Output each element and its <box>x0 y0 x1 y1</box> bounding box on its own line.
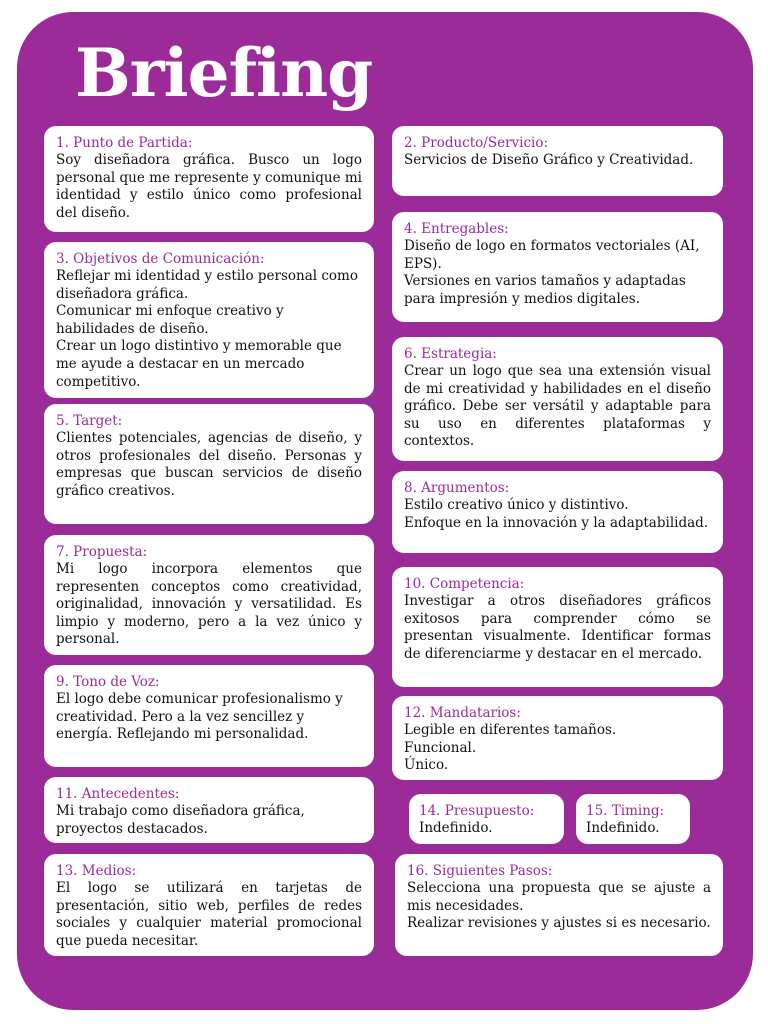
card-heading: 15. Timing: <box>586 803 665 819</box>
card-body: Crear un logo que sea una extensión visual de mi creatividad y habilidades en el diseño gráfico. Debe ser versátil y adaptable para su uso en diferentes plataformas y contextos. <box>404 363 711 450</box>
card-line: Único. <box>404 757 449 774</box>
card-heading: 4. Entregables: <box>404 221 509 237</box>
card-competencia <box>392 567 723 687</box>
card-propuesta <box>44 535 374 655</box>
card-heading: 10. Competencia: <box>404 576 525 592</box>
card-entregables <box>392 212 723 322</box>
card-body: Clientes potenciales, agencias de diseño, y otros profesionales del diseño. Personas y empresas que buscan servicios de diseño gráfico creativos. <box>56 430 362 499</box>
card-argumentos <box>392 471 723 553</box>
card-line: Selecciona una propuesta que se ajuste a mis necesidades. <box>407 880 711 914</box>
card-heading: 1. Punto de Partida: <box>56 135 193 151</box>
card-heading: 5. Target: <box>56 413 123 429</box>
card-line: Realizar revisiones y ajustes si es necesario. <box>407 915 711 932</box>
card-body: El logo debe comunicar profesionalismo y creatividad. Pero a la vez sencillez y energía. Reflejando mi personalidad. <box>56 691 343 743</box>
card-line: Estilo creativo único y distintivo. <box>404 497 629 513</box>
card-body: Mi trabajo como diseñadora gráfica, proyectos destacados. <box>56 803 305 837</box>
card-line: Funcional. <box>404 739 477 756</box>
card-line: Versiones en varios tamaños y adaptadas para impresión y medios digitales. <box>404 273 686 307</box>
card-body: Indefinido. <box>586 820 660 836</box>
card-line: Comunicar mi enfoque creativo y habilidades de diseño. <box>56 303 284 337</box>
card-heading: 11. Antecedentes: <box>56 786 180 802</box>
card-heading: 9. Tono de Voz: <box>56 674 160 690</box>
card-heading: 7. Propuesta: <box>56 544 148 560</box>
card-producto-servicio <box>392 126 723 196</box>
card-medios <box>44 854 374 956</box>
card-body: El logo se utilizará en tarjetas de presentación, sitio web, perfiles de redes sociales y cualquier material promocional que pueda necesitar. <box>56 880 362 949</box>
card-line: Legible en diferentes tamaños. <box>404 722 617 738</box>
card-mandatarios <box>392 696 723 780</box>
card-line: Reflejar mi identidad y estilo personal como diseñadora gráfica. <box>56 268 358 302</box>
card-objetivos-de-comunicacion <box>44 242 374 398</box>
card-heading: 16. Siguientes Pasos: <box>407 863 553 879</box>
card-body: Soy diseñadora gráfica. Busco un logo personal que me represente y comunique mi identidad y estilo único como profesional del diseño. <box>56 152 362 221</box>
card-antecedentes <box>44 777 374 843</box>
card-target <box>44 404 374 524</box>
card-heading: 13. Medios: <box>56 863 137 879</box>
card-heading: 6. Estrategia: <box>404 346 497 362</box>
card-body: Servicios de Diseño Gráfico y Creatividad. <box>404 152 694 168</box>
card-body: Mi logo incorpora elementos que representen conceptos como creatividad, originalidad, innovación y versatilidad. Es limpio y moderno, pero a la vez único y personal. <box>56 561 362 648</box>
card-heading: 3. Objetivos de Comunicación: <box>56 251 265 267</box>
card-heading: 14. Presupuesto: <box>419 803 535 819</box>
card-heading: 2. Producto/Servicio: <box>404 135 549 151</box>
card-line: Crear un logo distintivo y memorable que me ayude a destacar en un mercado competitivo. <box>56 338 342 390</box>
card-heading: 8. Argumentos: <box>404 480 510 496</box>
card-body: Indefinido. <box>419 820 493 836</box>
card-body: Investigar a otros diseñadores gráficos exitosos para comprender cómo se presentan visualmente. Identificar formas de diferenciarme y destacar en el mercado. <box>404 593 711 662</box>
card-siguientes-pasos <box>395 854 723 956</box>
card-heading: 12. Mandatarios: <box>404 705 521 721</box>
card-timing <box>576 794 690 844</box>
card-tono-de-voz <box>44 665 374 767</box>
card-presupuesto <box>409 794 564 844</box>
card-estrategia <box>392 337 723 461</box>
card-punto-de-partida <box>44 126 374 232</box>
card-line: Enfoque en la innovación y la adaptabilidad. <box>404 514 709 531</box>
page-title: Briefing <box>75 34 373 112</box>
card-line: Diseño de logo en formatos vectoriales (AI, EPS). <box>404 238 700 272</box>
